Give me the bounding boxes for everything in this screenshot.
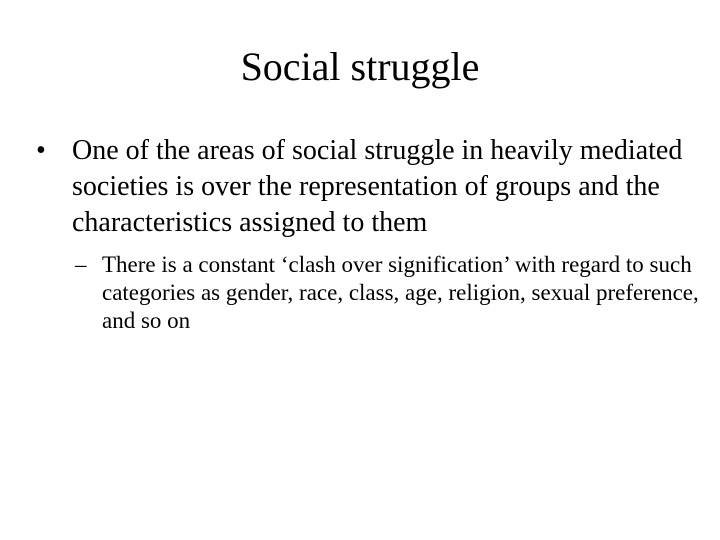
slide-title: Social struggle <box>240 44 480 89</box>
bullet-text: One of the areas of social struggle in heavily mediated societies is over the representation of groups and the characteristics assigned to them <box>72 135 683 238</box>
sub-bullet-text: There is a constant ‘clash over signification’ with regard to such categories as gender, race, class, age, religion, sexual preference, and so on <box>102 252 699 333</box>
bullet-marker: • <box>36 135 46 166</box>
sub-bullet-item <box>0 251 720 335</box>
bullet-item <box>0 133 720 241</box>
slide-body <box>0 133 720 335</box>
sub-bullet-marker: – <box>75 252 87 277</box>
